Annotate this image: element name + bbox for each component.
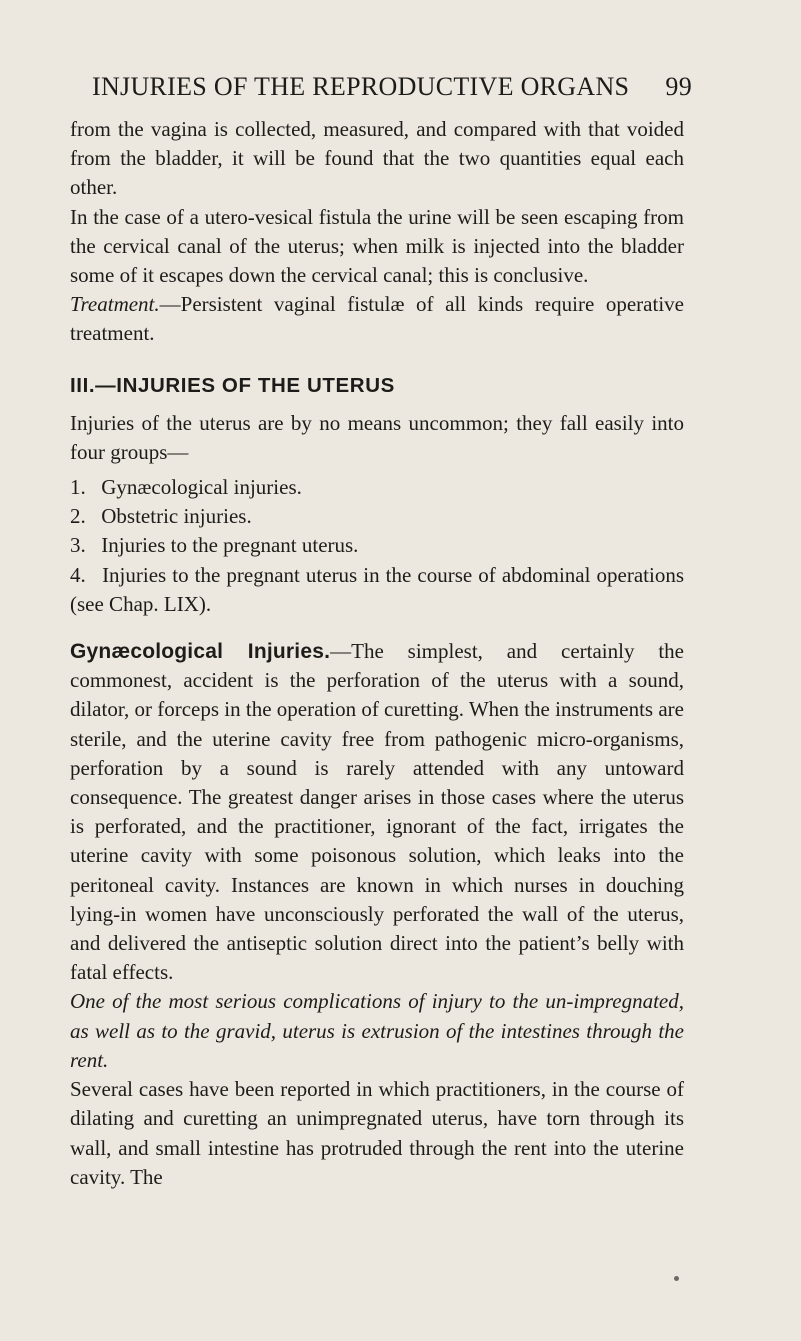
list-item-number: 1. [70,475,86,500]
running-header [92,74,692,100]
paragraph-groups-intro: Injuries of the uterus are by no means uncommon; they fall easily into four groups— [70,410,684,464]
list-item-text: Injuries to the pregnant uterus in the course of abdominal operations (see Chap. LIX). [70,562,684,616]
list-item-text: Obstetric injuries. [101,504,252,529]
list-item [70,531,684,560]
treatment-text: —Persistent vaginal fistulæ of all kinds require operative treatment. [70,292,684,346]
printing-dot [674,1276,679,1281]
body-text [70,115,684,1192]
paragraph-utero-vesical: In the case of a utero-vesical fistula the urine will be seen escaping from the cervical canal of the uterus; when milk is injected into the bladder some of it escapes down the cervical canal; this is conclusive. [70,204,684,288]
paragraph-cases-reported: Several cases have been reported in which practitioners, in the course of dilating and curetting an unimpregnated uterus, have torn through its wall, and small intestine has protruded through the rent into the uterine cavity. The [70,1077,684,1189]
page-number: 99 [665,72,692,101]
list-item-text: Gynæcological injuries. [101,475,302,500]
list-item-number: 2. [70,504,86,529]
list-item [70,561,684,619]
paragraph-treatment [70,290,684,348]
list-item-number: 3. [70,533,86,558]
paragraph-continuation: from the vagina is collected, measured, and compared with that voided from the bladder, it will be found that the two quantities equal each other. [70,117,684,200]
running-title: INJURIES OF THE REPRODUCTIVE ORGANS [92,72,630,101]
gynaecological-text: —The simplest, and certainly the commonest, accident is the perforation of the uterus with a sound, dilator, or forceps in the operation of curetting. When the instruments are sterile, and the uterine cavity free from pathogenic micro-organisms, perforation by a sound is rarely attended with any untoward consequence. The greatest danger arises in those cases where the uterus is perforated, and the practitioner, ignorant of the fact, irrigates the uterine cavity with some poisonous solution, which leaks into the peritoneal cavity. Instances are known in which nurses in douching lying-in women have unconsciously perforated the wall of the uterus, and delivered the antiseptic solution direct into the patient’s belly with fatal effects. [70,639,685,985]
list-item [70,473,684,502]
section-heading: III.—INJURIES OF THE UTERUS [70,373,395,397]
list-item-text: Injuries to the pregnant uterus. [101,533,359,558]
paragraph-gynaecological [70,637,684,987]
gynaecological-lead: Gynæcological Injuries. [70,640,331,664]
paragraph-extrusion-italic: One of the most serious complications of injury to the un-impregnated, as well as to the gravid, uterus is extrusion of the intestines through the rent. [70,989,684,1072]
list-item [70,502,684,531]
list-item-number: 4. [70,562,86,587]
injury-groups-list [70,473,684,619]
treatment-lead: Treatment. [70,292,160,317]
